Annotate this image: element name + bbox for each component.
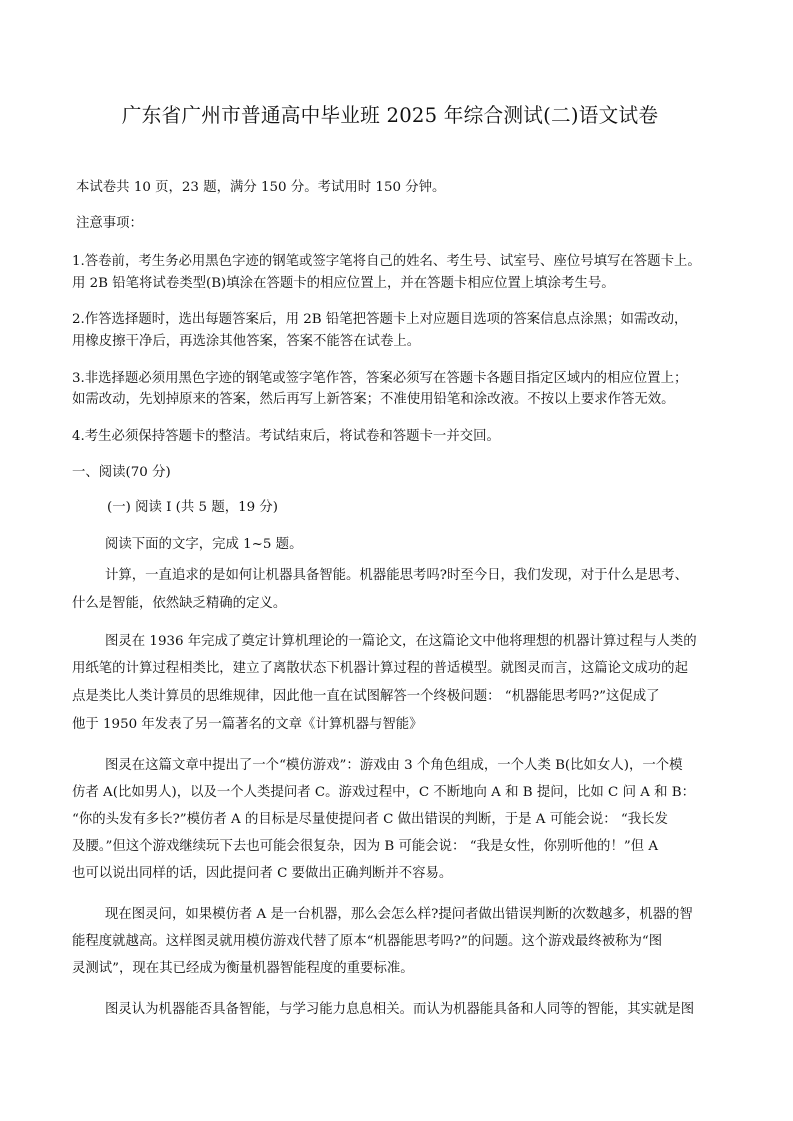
para-3-line-1: 图灵在这篇文章中提出了一个“模仿游戏”：游戏由 3 个角色组成，一个人类 B(比如女人)，一个模 <box>105 758 683 773</box>
subsection-heading: (一) 阅读 I (共 5 题，19 分) <box>107 500 279 515</box>
para-5-line-1: 图灵认为机器能否具备智能，与学习能力息息相关。而认为机器能具备和人同等的智能，其实就是图 <box>105 1002 695 1017</box>
section-heading: 一、阅读(70 分) <box>72 465 171 480</box>
para-3-line-3: “你的头发有多长?”模仿者 A 的目标是尽量使提问者 C 做出错误的判断，于是 A 可能会说： “我长发 <box>72 812 668 827</box>
para-2-line-2: 用纸笔的计算过程相类比，建立了离散状态下机器计算过程的普适模型。就图灵而言，这篇论文成功的起 <box>72 661 688 676</box>
para-4-line-1: 现在图灵问，如果模仿者 A 是一台机器，那么会怎么样?提问者做出错误判断的次数越多，机器的智 <box>105 907 693 922</box>
notice-2-line-2: 用橡皮擦干净后，再选涂其他答案，答案不能答在试卷上。 <box>72 334 421 349</box>
notice-3-line-2: 如需改动，先划掉原来的答案，然后再写上新答案；不准使用铅笔和涂改液。不按以上要求作答无效。 <box>72 392 675 407</box>
para-1-line-1: 计算，一直追求的是如何让机器具备智能。机器能思考吗?时至今日，我们发现，对于什么是思考、 <box>105 568 688 583</box>
notice-4: 4.考生必须保持答题卡的整洁。考试结束后，将试卷和答题卡一并交回。 <box>72 429 500 444</box>
para-2-line-3: 点是类比人类计算员的思维规律，因此他一直在试图解答一个终极问题： “机器能思考吗?”这促成了 <box>72 689 660 704</box>
notice-heading: 注意事项： <box>76 216 143 231</box>
notice-2-line-1: 2.作答选择题时，选出每题答案后，用 2B 铅笔把答题卡上对应题目选项的答案信息点涂黑；如需改动， <box>72 312 688 327</box>
para-3-line-5: 也可以说出同样的话，因此提问者 C 要做出正确判断并不容易。 <box>72 866 453 881</box>
reading-instruction: 阅读下面的文字，完成 1~5 题。 <box>105 537 303 552</box>
exam-intro: 本试卷共 10 页，23 题，满分 150 分。考试用时 150 分钟。 <box>76 180 446 195</box>
para-4-line-3: 灵测试”，现在其已经成为衡量机器智能程度的重要标准。 <box>72 961 414 976</box>
para-2-line-1: 图灵在 1936 年完成了奠定计算机理论的一篇论文，在这篇论文中他将理想的机器计算过程与人类的 <box>105 634 697 649</box>
exam-title: 广东省广州市普通高中毕业班 2025 年综合测试(二)语文试卷 <box>121 103 659 127</box>
para-1-line-2: 什么是智能，依然缺乏精确的定义。 <box>72 596 287 611</box>
para-3-line-2: 仿者 A(比如男人)，以及一个人类提问者 C。游戏过程中，C 不断地向 A 和 B 提问，比如 C 问 A 和 B： <box>72 785 696 800</box>
para-3-line-4: 及腰。”但这个游戏继续玩下去也可能会很复杂，因为 B 可能会说： “我是女性，你别听他的！”但 A <box>72 839 658 854</box>
notice-1-line-2: 用 2B 铅笔将试卷类型(B)填涂在答题卡的相应位置上，并在答题卡相应位置上填涂考生号。 <box>72 276 615 291</box>
para-4-line-2: 能程度就越高。这样图灵就用模仿游戏代替了原本“机器能思考吗?”的问题。这个游戏最终被称为“图 <box>72 934 663 949</box>
para-2-line-4: 他于 1950 年发表了另一篇著名的文章《计算机器与智能》 <box>72 717 423 732</box>
notice-1-line-1: 1.答卷前，考生务必用黑色字迹的钢笔或签字笔将自己的姓名、考生号、试室号、座位号填写在答题卡上。 <box>72 254 701 269</box>
notice-3-line-1: 3.非选择题必须用黑色字迹的钢笔或签字笔作答，答案必须写在答题卡各题目指定区域内的相应位置上； <box>72 371 688 386</box>
